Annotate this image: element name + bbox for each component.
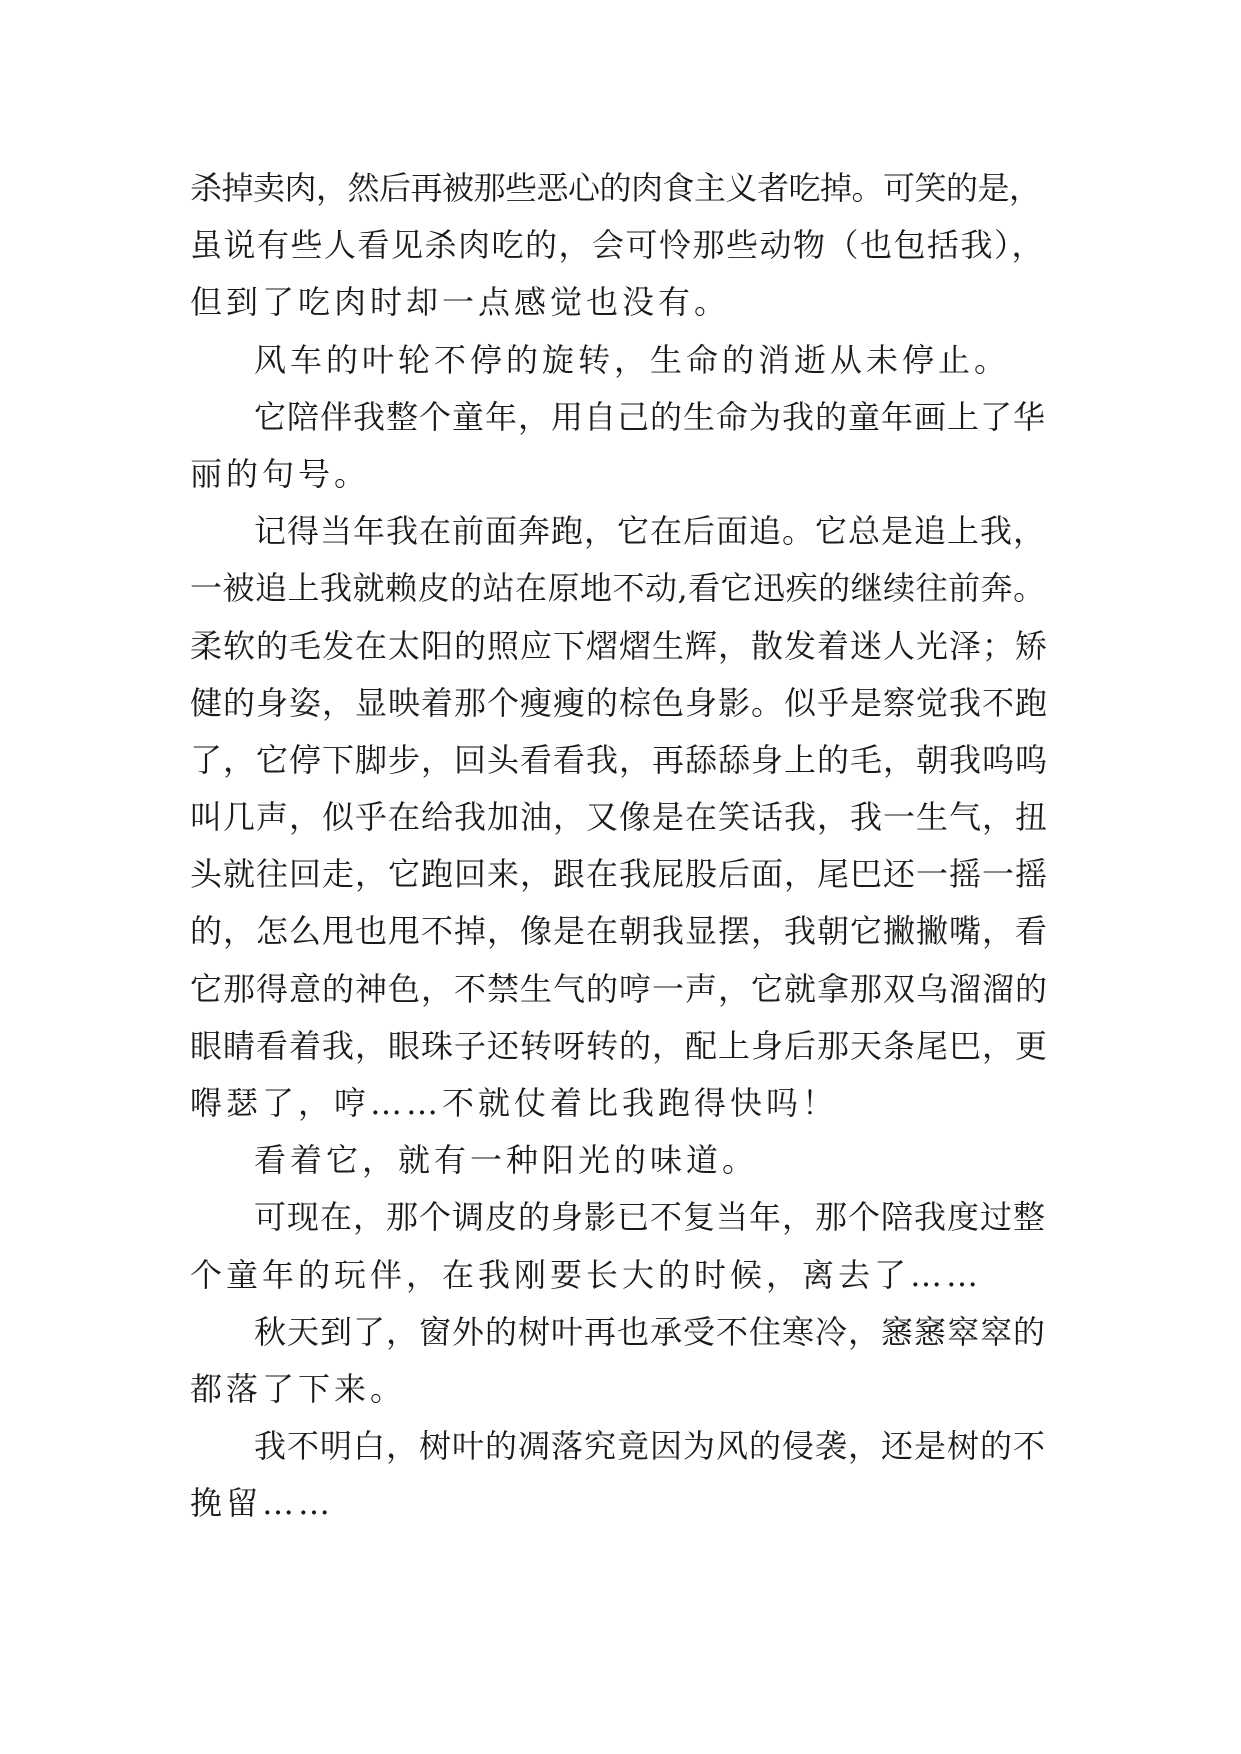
text-line: 秋天到了，窗外的树叶再也承受不住寒冷，窸窸窣窣的 [254, 1312, 1047, 1351]
text-line: 眼睛看着我，眼珠子还转呀转的，配上身后那天条尾巴，更 [190, 1026, 1049, 1065]
text-line: 记得当年我在前面奔跑，它在后面追。它总是追上我， [254, 512, 1047, 551]
text-line: 风车的叶轮不停的旋转，生命的消逝从未停止。 [254, 340, 1011, 379]
text-line: 健的身姿，显映着那个瘦瘦的棕色身影。似乎是察觉我不跑 [190, 683, 1049, 722]
text-line: 虽说有些人看见杀肉吃的，会可怜那些动物（也包括我）， [190, 226, 1046, 265]
text-line: 嘚瑟了，哼……不就仗着比我跑得快吗！ [190, 1084, 839, 1122]
text-line: 的，怎么甩也甩不掉，像是在朝我显摆，我朝它撇撇嘴，看 [190, 912, 1049, 951]
text-line: 个童年的玩伴，在我刚要长大的时候，离去了…… [190, 1255, 983, 1294]
text-line: 一被追上我就赖皮的站在原地不动,看它迅疾的继续往前奔。 [190, 569, 1046, 608]
text-line: 可现在，那个调皮的身影已不复当年，那个陪我度过整 [254, 1198, 1047, 1237]
text-line: 但到了吃肉时却一点感觉也没有。 [190, 283, 731, 322]
text-line: 叫几声，似乎在给我加油，又像是在笑话我，我一生气，扭 [190, 798, 1049, 837]
text-line: 头就往回走，它跑回来，跟在我屁股后面，尾巴还一摇一摇 [190, 855, 1049, 894]
text-line: 丽的句号。 [190, 454, 371, 493]
text-line: 它那得意的神色，不禁生气的哼一声，它就拿那双乌溜溜的 [190, 969, 1049, 1008]
text-line: 都落了下来。 [190, 1369, 407, 1408]
text-line: 看着它，就有一种阳光的味道。 [254, 1141, 759, 1180]
text-line: 柔软的毛发在太阳的照应下熠熠生辉，散发着迷人光泽；矫 [190, 626, 1049, 665]
text-line: 挽留…… [190, 1484, 335, 1523]
text-line: 了，它停下脚步，回头看看我，再舔舔身上的毛，朝我呜呜 [190, 740, 1049, 779]
body-text [190, 160, 1050, 1533]
text-line: 杀掉卖肉，然后再被那些恶心的肉食主义者吃掉。可笑的是， [190, 169, 1041, 207]
text-line: 它陪伴我整个童年，用自己的生命为我的童年画上了华 [254, 397, 1047, 436]
text-line: 我不明白，树叶的凋落究竟因为风的侵袭，还是树的不 [254, 1427, 1047, 1466]
